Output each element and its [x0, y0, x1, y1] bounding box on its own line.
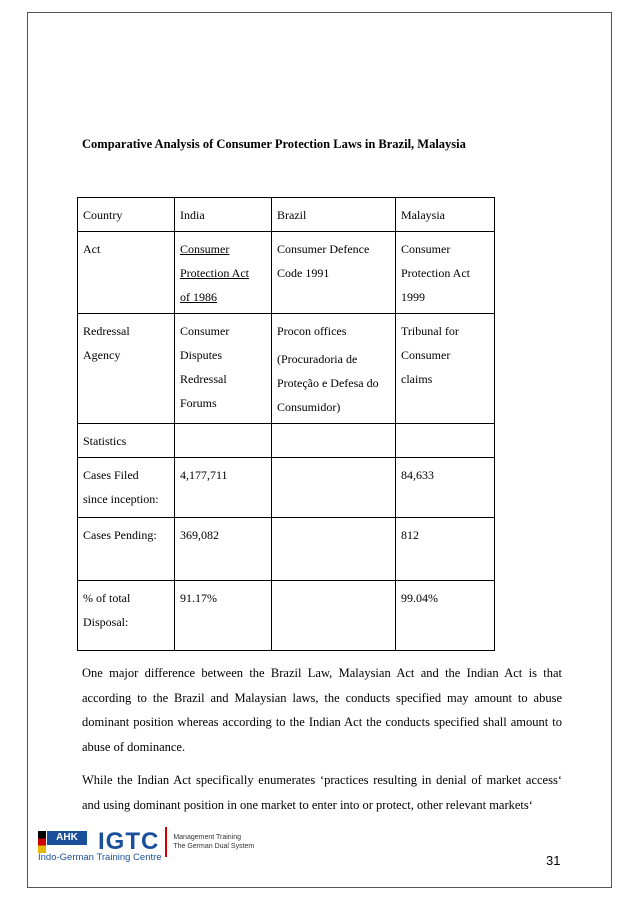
row-label [78, 458, 175, 518]
cell-line: Proteção e Defesa do [277, 376, 379, 390]
german-flag-icon [38, 831, 46, 853]
table-row-disposal [78, 581, 495, 651]
cell-line: Redressal [83, 324, 130, 338]
header-cell: Country [78, 198, 175, 232]
divider [165, 827, 167, 857]
cell-brazil-redressal [272, 314, 396, 424]
cell-line: Forums [180, 396, 217, 410]
row-label: Cases Pending: [78, 518, 175, 581]
section-title: Comparative Analysis of Consumer Protection Laws in Brazil, Malaysia [82, 137, 466, 151]
cell-brazil-act [272, 232, 396, 314]
cell-malaysia-redressal [396, 314, 495, 424]
mgmt-line: Management Training [173, 834, 242, 841]
cell-line: Protection Act [180, 266, 249, 280]
cell-line: Disposal: [83, 615, 129, 629]
ahk-label: AHK [47, 831, 87, 845]
cell-india-pending: 369,082 [175, 518, 272, 581]
cell-line: Agency [83, 348, 121, 362]
row-label: Statistics [78, 424, 175, 458]
igtc-label: IGTC [98, 828, 160, 855]
cell-line: Disputes [180, 348, 222, 362]
cell-line: Tribunal for [401, 324, 459, 338]
cell-malaysia-act [396, 232, 495, 314]
footer-logo [38, 826, 255, 863]
empty-cell [175, 424, 272, 458]
page-number: 31 [546, 853, 561, 868]
cell-india-filed: 4,177,711 [175, 458, 272, 518]
table-row-statistics [78, 424, 495, 458]
cell-line: 1999 [401, 290, 425, 304]
cell-india-redressal [175, 314, 272, 424]
mgmt-line: The German Dual System [173, 843, 255, 850]
table-row-redressal [78, 314, 495, 424]
cell-brazil-pending [272, 518, 396, 581]
row-label: Act [78, 232, 175, 314]
cell-brazil-filed [272, 458, 396, 518]
cell-line: Code 1991 [277, 266, 330, 280]
cell-line: since inception: [83, 492, 159, 506]
table-row-cases-filed [78, 458, 495, 518]
table-row-header [78, 198, 495, 232]
cell-india-act [175, 232, 272, 314]
igtc-subtitle: Indo-German Training Centre [38, 852, 162, 863]
cell-line: Consumer [401, 242, 451, 256]
table-row-act [78, 232, 495, 314]
table-row-cases-pending [78, 518, 495, 581]
cell-line: Consumidor) [277, 400, 341, 414]
management-text [173, 833, 254, 851]
cell-line: Consumer [401, 348, 451, 362]
cell-line: Cases Filed [83, 468, 139, 482]
row-label [78, 581, 175, 651]
cell-line: of 1986 [180, 290, 217, 304]
cell-malaysia-pending: 812 [396, 518, 495, 581]
cell-line: claims [401, 372, 433, 386]
comparison-table [77, 197, 495, 651]
cell-line: Procon offices [277, 324, 347, 338]
cell-brazil-disposal [272, 581, 396, 651]
ahk-logo [38, 831, 94, 853]
cell-line: Consumer [180, 324, 230, 338]
cell-line: % of total [83, 591, 131, 605]
empty-cell [272, 424, 396, 458]
body-paragraph: While the Indian Act specifically enumerates ‘practices resulting in denial of market access‘ and using dominant position in one market to enter into or protect, other relevant markets‘ [82, 773, 562, 812]
cell-malaysia-filed: 84,633 [396, 458, 495, 518]
cell-line: Consumer [180, 242, 230, 256]
cell-malaysia-disposal: 99.04% [396, 581, 495, 651]
header-cell: India [175, 198, 272, 232]
body-paragraph: One major difference between the Brazil Law, Malaysian Act and the Indian Act is that according to the Brazil and Malaysian laws, the conducts specified may amount to abuse dominant position whereas according to the Indian Act the conducts specified shall amount to abuse of dominance. [82, 666, 562, 754]
cell-line: Redressal [180, 372, 227, 386]
cell-line: (Procuradoria de [277, 352, 358, 366]
cell-india-disposal: 91.17% [175, 581, 272, 651]
header-cell: Malaysia [396, 198, 495, 232]
row-label [78, 314, 175, 424]
empty-cell [396, 424, 495, 458]
cell-line: Consumer Defence [277, 242, 370, 256]
header-cell: Brazil [272, 198, 396, 232]
cell-line: Protection Act [401, 266, 470, 280]
